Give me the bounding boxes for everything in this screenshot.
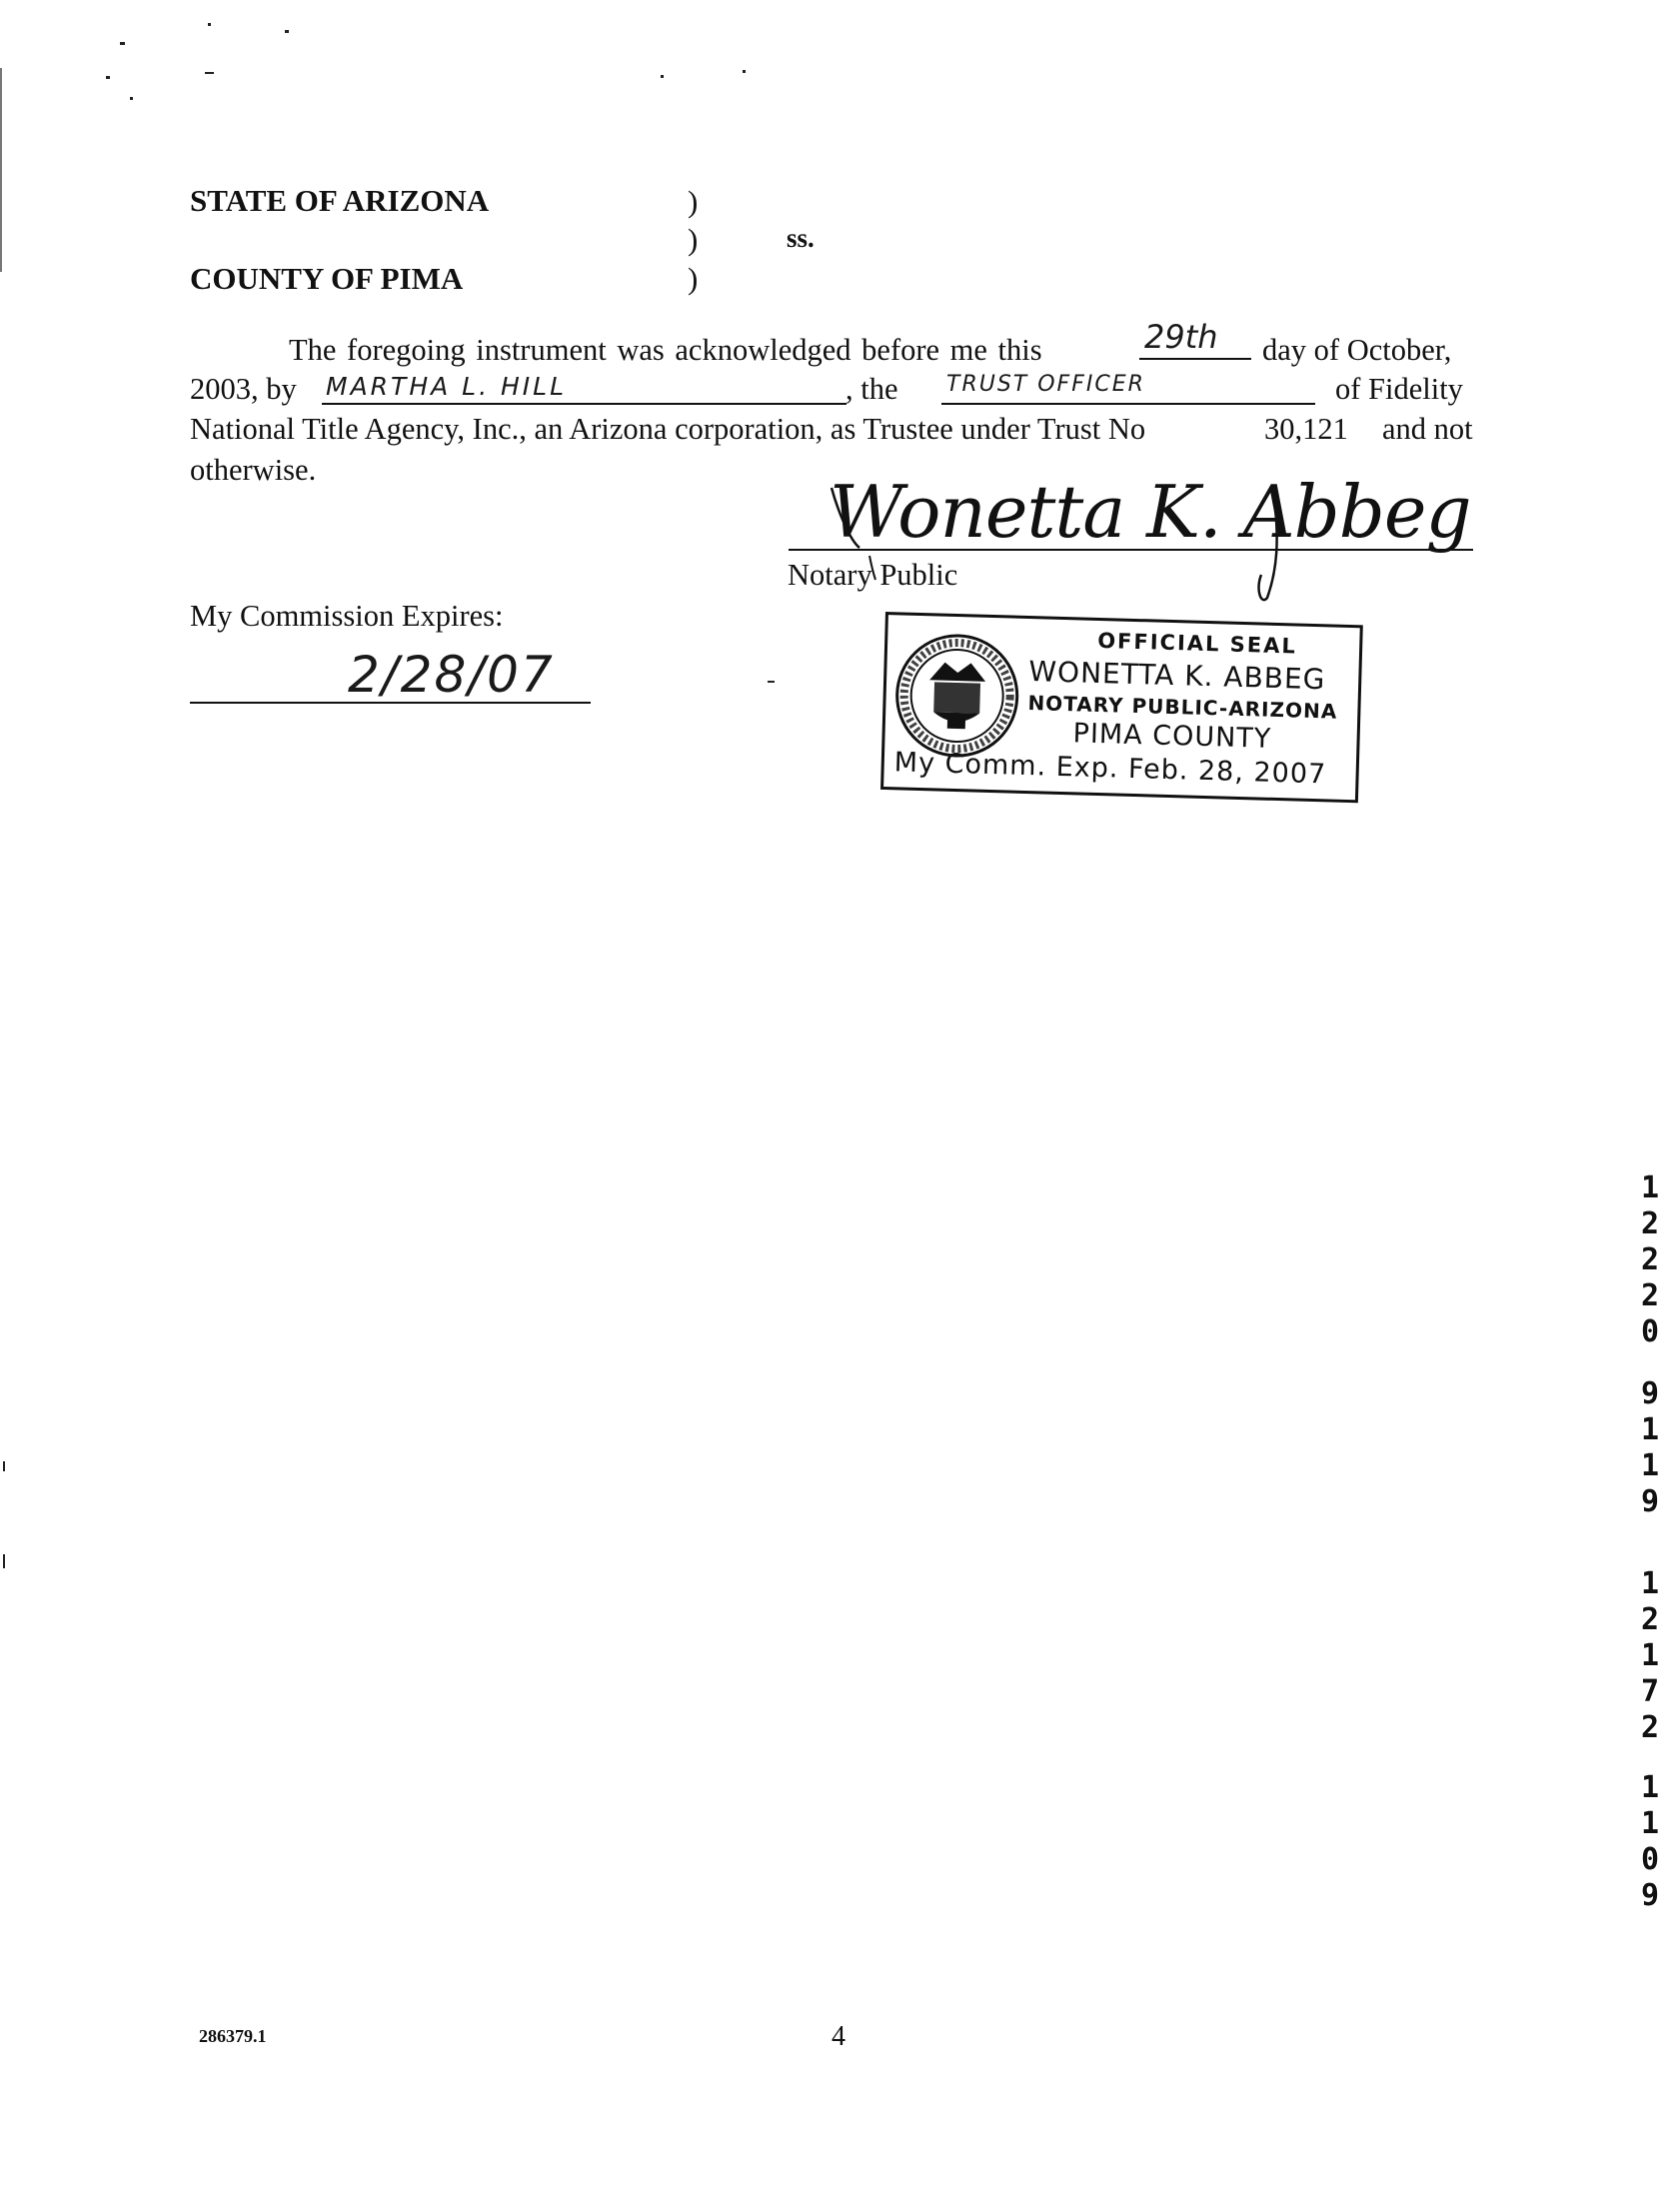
official-seal-stamp [880,612,1363,803]
recording-digit: 1 [1640,1638,1660,1673]
venue-paren: ) [688,184,699,219]
seal-title: OFFICIAL SEAL [1096,628,1298,659]
recording-digit: 0 [1640,1842,1660,1877]
ack-line2-the: , the [845,372,898,406]
venue-county: COUNTY OF PIMA [190,261,464,296]
scan-speck [285,30,289,33]
scan-speck [743,70,746,73]
recording-digit: 2 [1640,1206,1660,1241]
ack-line4: otherwise. [190,453,317,487]
seal-role: NOTARY PUBLIC-ARIZONA [1027,691,1338,724]
signer-underline [322,403,846,405]
trust-no-handwritten: 30,121 [1264,412,1348,446]
scan-speck [661,75,664,78]
seal-county: PIMA COUNTY [1072,718,1272,755]
arizona-state-seal-icon [892,631,1021,760]
scan-edge-line [0,68,2,272]
ack-line1-tail: day of October, [1262,333,1452,367]
scan-speck [120,42,125,45]
scan-speck [130,97,133,100]
recording-digit: 9 [1640,1376,1660,1411]
recording-digit: 0 [1640,1314,1660,1349]
commission-date-line [190,702,591,704]
title-handwritten: TRUST OFFICER [946,372,1145,397]
venue-paren: ) [688,261,699,296]
recording-digit: 9 [1640,1484,1660,1519]
recording-digit: 1 [1640,1412,1660,1447]
day-underline [1139,358,1251,360]
venue-state: STATE OF ARIZONA [190,183,490,218]
recording-digit: 2 [1640,1278,1660,1313]
scan-speck [3,1461,5,1471]
seal-name: WONETTA K. ABBEG [1027,655,1326,697]
seal-expiry: My Comm. Exp. Feb. 28, 2007 [893,747,1327,791]
ack-line1: The foregoing instrument was acknowledged before me this [289,333,1042,367]
recording-digit: 1 [1640,1566,1660,1601]
recording-digit: 1 [1640,1770,1660,1805]
notary-signature: Wonetta K. Abbeg [830,470,1471,554]
recording-digit: 2 [1640,1602,1660,1637]
notary-label: Notary Public [788,558,958,592]
venue-paren: ) [688,222,699,257]
day-handwritten: 29th [1144,318,1218,356]
recording-digit: 1 [1640,1170,1660,1205]
doc-id: 286379.1 [199,2026,267,2046]
recording-digit: 2 [1640,1242,1660,1277]
scan-speck [208,23,211,26]
page-number: 4 [832,2021,845,2052]
commission-label: My Commission Expires: [190,599,504,633]
recording-digit: 1 [1640,1448,1660,1483]
scan-speck [3,1554,5,1568]
ack-line3: National Title Agency, Inc., an Arizona corporation, as Trustee under Trust No [190,412,1146,446]
recording-digit: 9 [1640,1878,1660,1913]
recording-digit: 1 [1640,1806,1660,1841]
ack-line3-tail: and not [1382,412,1473,446]
recording-digit: 7 [1640,1674,1660,1709]
venue-ss: ss. [787,223,815,253]
scan-speck [768,681,775,683]
ack-line2-year: 2003, by [190,372,297,406]
ack-line2-tail: of Fidelity [1335,372,1463,406]
signer-handwritten: MARTHA L. HILL [326,372,568,401]
notary-signature-line [789,549,1473,551]
scan-speck [205,72,214,74]
scan-speck [106,76,110,79]
recording-digit: 2 [1640,1710,1660,1745]
title-underline [941,403,1315,405]
commission-date-handwritten: 2/28/07 [348,646,555,704]
